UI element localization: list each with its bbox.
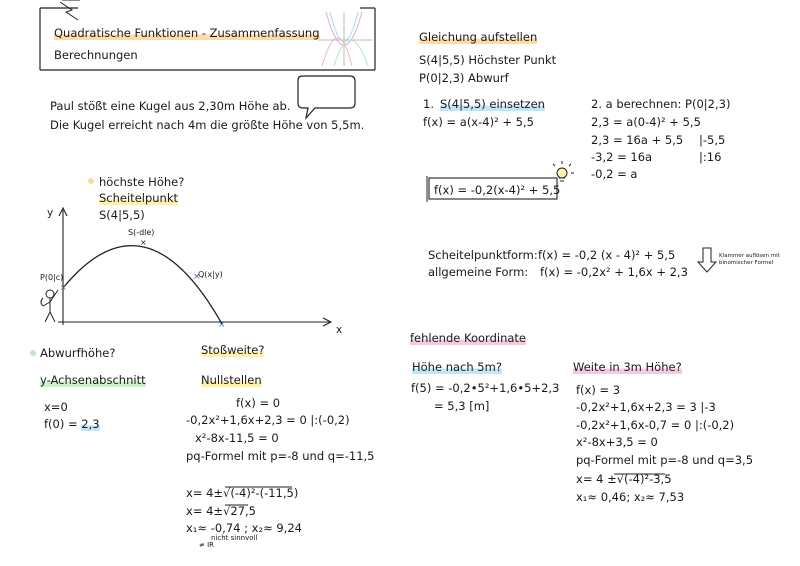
step2-line-2: 2,3 = 16a + 5,5 xyxy=(591,133,684,147)
stoss-line-2: -0,2x²+1,6x+2,3 = 0 |:(-0,2) xyxy=(186,413,350,427)
stoss-line-6: x= 4±√27,5 xyxy=(186,504,256,518)
gleichung-line-1: S(4|5,5) Höchster Punkt xyxy=(419,53,557,67)
gleichung-line-2: P(0|2,3) Abwurf xyxy=(419,71,509,85)
binomial-note-1: Klammer auflösen mit xyxy=(719,253,780,259)
weite-line-5: pq-Formel mit p=-8 und q=3,5 xyxy=(576,453,754,467)
speech-bubble xyxy=(298,76,355,118)
y-axis-label: y xyxy=(47,207,54,219)
step1-text: S(4|5,5) einsetzen xyxy=(440,97,545,111)
stoss-line-1: f(x) = 0 xyxy=(236,396,281,410)
stoss-note-2: ≠ IR xyxy=(199,541,215,549)
root-marker: × xyxy=(218,320,226,330)
start-graph-label: P(0|c) xyxy=(40,273,64,282)
hoehe-line-1: f(5) = -0,2•5²+1,6•5+2,3 xyxy=(411,381,560,395)
vertex-marker: × xyxy=(140,238,147,247)
weite-line-4: x²-8x+3,5 = 0 xyxy=(576,435,658,449)
stoss-line-7: x₁≈ -0,74 ; x₂≈ 9,24 xyxy=(186,521,302,535)
stoss-note: nicht sinnvoll xyxy=(211,534,258,542)
vertex-question: höchste Höhe? xyxy=(99,175,185,189)
weite-line-2: -0,2x²+1,6x+2,3 = 3 |-3 xyxy=(576,400,716,414)
abwurf-label: y-Achsenabschnitt xyxy=(40,373,146,387)
graph xyxy=(41,208,331,330)
weite-line-6: x= 4 ±√(-4)²-3,5 xyxy=(576,472,672,486)
weite-line-3: -0,2x²+1,6x-0,7 = 0 |:(-0,2) xyxy=(576,418,735,432)
page-subtitle: Berechnungen xyxy=(54,48,138,62)
start-marker: × xyxy=(60,283,67,292)
bullet-dot xyxy=(30,350,36,356)
thrower-figure xyxy=(41,290,58,322)
pin-sketch xyxy=(60,0,80,20)
stoss-label: Nullstellen xyxy=(201,373,262,387)
trajectory-curve xyxy=(63,246,222,324)
stoss-line-3: x²-8x-11,5 = 0 xyxy=(195,431,279,445)
step2-line-4: -0,2 = a xyxy=(591,167,638,181)
vertex-label: Scheitelpunkt xyxy=(99,191,179,205)
binomial-note-2: binomischer Formel xyxy=(719,260,774,266)
q-marker: × xyxy=(193,272,201,282)
step1-number: 1. xyxy=(423,97,434,111)
step2-line-2-op: |-5,5 xyxy=(699,133,726,147)
bullet-dot xyxy=(88,178,94,184)
fehlende-title: fehlende Koordinate xyxy=(410,331,526,345)
abwurf-result: 2,3 xyxy=(81,417,100,431)
stoss-line-4: pq-Formel mit p=-8 und q=-11,5 xyxy=(186,449,375,463)
result-equation: f(x) = -0,2(x-4)² + 5,5 xyxy=(434,183,561,197)
parabola-thumbnail xyxy=(318,12,372,66)
hoehe-title: Höhe nach 5m? xyxy=(412,360,502,374)
down-arrow-icon xyxy=(698,248,716,272)
abwurf-line-2: f(0) = 2,3 xyxy=(44,417,100,431)
abwurf-question: Abwurfhöhe? xyxy=(40,346,116,360)
step2-line-1: 2,3 = a(0-4)² + 5,5 xyxy=(591,115,701,129)
general-form: f(x) = -0,2x² + 1,6x + 2,3 xyxy=(540,265,688,279)
weite-line-1: f(x) = 3 xyxy=(576,383,621,397)
vertex-graph-label: S(-dle) xyxy=(128,228,155,237)
general-form-label: allgemeine Form: xyxy=(428,265,529,279)
abwurf-line-1: x=0 xyxy=(44,400,68,414)
vertex-value: S(4|5,5) xyxy=(99,208,145,222)
vertex-form: f(x) = -0,2 (x - 4)² + 5,5 xyxy=(538,248,676,262)
vertex-form-label: Scheitelpunktform: xyxy=(428,248,538,262)
step2-line-3: -3,2 = 16a xyxy=(591,150,653,164)
x-axis-label: x xyxy=(336,324,343,336)
step2-line-3-op: |:16 xyxy=(699,150,722,164)
page-title: Quadratische Funktionen - Zusammenfassung xyxy=(54,26,320,40)
stoss-line-5: x= 4±√(-4)²-(-11,5) xyxy=(186,486,299,500)
weite-line-7: x₁≈ 0,46; x₂≈ 7,53 xyxy=(576,490,685,504)
stoss-question: Stoßweite? xyxy=(201,343,265,357)
hoehe-line-2: = 5,3 [m] xyxy=(434,399,490,413)
q-graph-label: Q(x|y) xyxy=(198,270,223,279)
problem-line-2: Die Kugel erreicht nach 4m die größte Höhe von 5,5m. xyxy=(50,118,365,132)
weite-title: Weite in 3m Höhe? xyxy=(573,360,682,374)
problem-line-1: Paul stößt eine Kugel aus 2,30m Höhe ab. xyxy=(50,99,291,113)
step2-title: 2. a berechnen: P(0|2,3) xyxy=(591,97,731,111)
gleichung-title: Gleichung aufstellen xyxy=(419,30,538,44)
step1-equation: f(x) = a(x-4)² + 5,5 xyxy=(423,115,534,129)
